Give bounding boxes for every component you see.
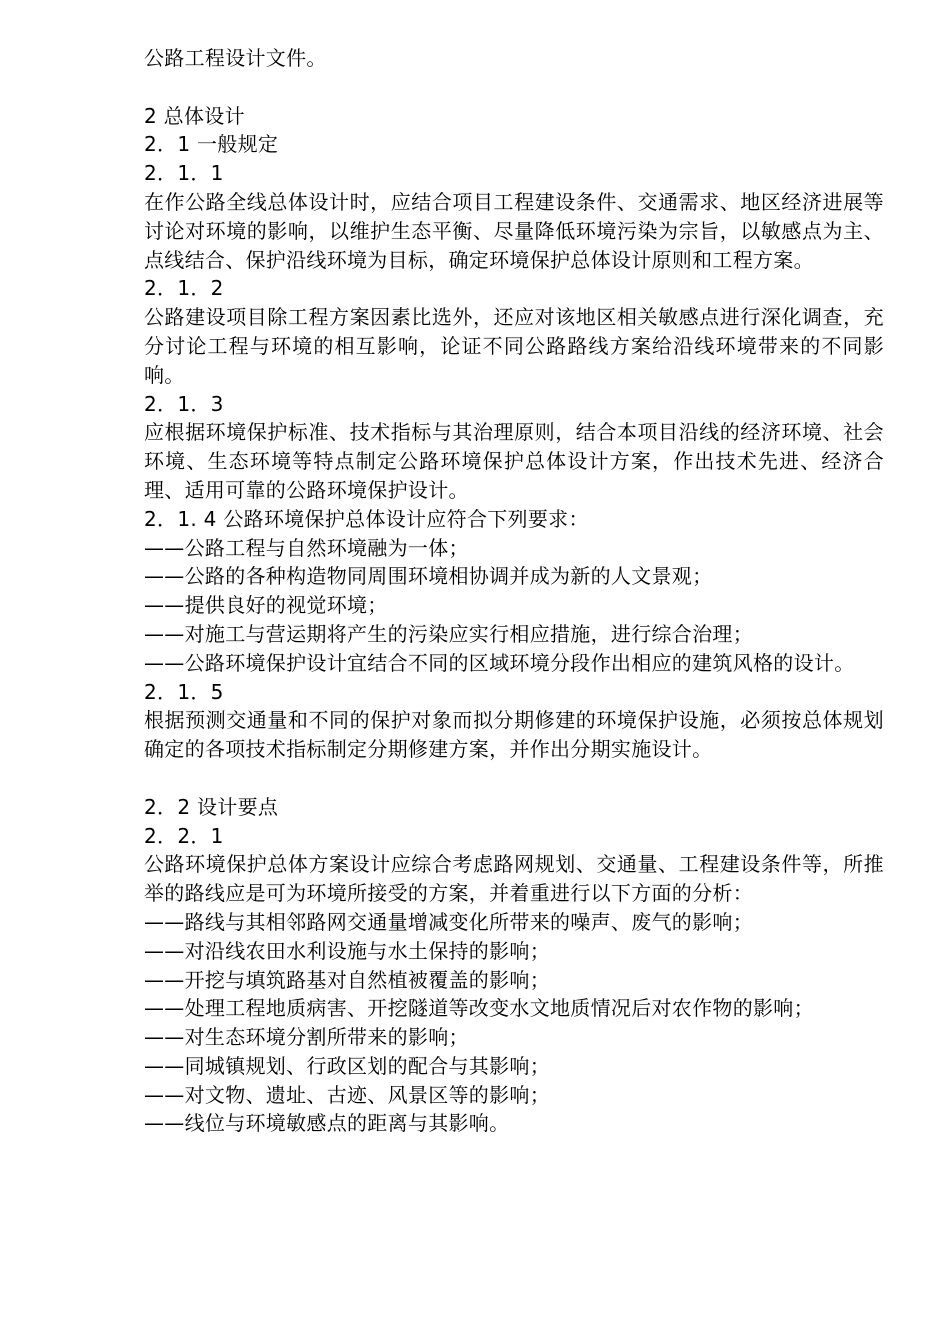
requirement-item: ——公路工程与自然环境融为一体； <box>144 535 469 560</box>
clause-2-1-5-text: 根据预测交通量和不同的保护对象而拟分期修建的环境保护设施，必须按总体规划确定的各项技术指标制定分期修建方案，并作出分期实施设计。 <box>144 708 884 762</box>
section-2-1-heading: 2．1 一般规定 <box>144 132 279 157</box>
requirement-item: ——提供良好的视觉环境； <box>144 593 388 618</box>
requirement-item: ——公路的各种构造物同周围环境相协调并成为新的人文景观； <box>144 564 713 589</box>
clause-2-1-5-number: 2．1．5 <box>144 679 224 704</box>
document-body <box>144 44 884 1138</box>
clause-2-1-2-text: 公路建设项目除工程方案因素比选外，还应对该地区相关敏感点进行深化调查，充分讨论工程与环境的相互影响，论证不同公路路线方案给沿线环境带来的不同影响。 <box>144 305 884 387</box>
clause-2-1-1-number: 2．1．1 <box>144 161 224 186</box>
analysis-item: ——对沿线农田水利设施与水土保持的影响； <box>144 938 550 963</box>
clause-2-1-1-text: 在作公路全线总体设计时，应结合项目工程建设条件、交通需求、地区经济进展等讨论对环境的影响，以维护生态平衡、尽量降低环境污染为宗旨，以敏感点为主、点线结合、保护沿线环境为目标，确定环境保护总体设计原则和工程方案。 <box>144 189 884 272</box>
blank-line <box>144 73 884 102</box>
analysis-item: ——对文物、遗址、古迹、风景区等的影响； <box>144 1082 550 1107</box>
blank-line <box>144 764 884 793</box>
clause-2-2-1-text: 公路环境保护总体方案设计应综合考虑路网规划、交通量、工程建设条件等，所推举的路线应是可为环境所接受的方案，并着重进行以下方面的分析： <box>144 852 884 906</box>
analysis-item: ——线位与环境敏感点的距离与其影响。 <box>144 1111 510 1136</box>
section-2-2-heading: 2．2 设计要点 <box>144 794 279 819</box>
intro-tail-text: 公路工程设计文件。 <box>144 46 327 70</box>
analysis-item: ——路线与其相邻路网交通量增减变化所带来的噪声、废气的影响； <box>144 909 753 934</box>
analysis-item: ——对生态环境分割所带来的影响； <box>144 1025 469 1050</box>
analysis-item: ——处理工程地质病害、开挖隧道等改变水文地质情况后对农作物的影响； <box>144 996 814 1021</box>
requirement-item: ——对施工与营运期将产生的污染应实行相应措施，进行综合治理； <box>144 621 753 646</box>
clause-2-2-1-number: 2．2．1 <box>144 823 224 848</box>
clause-2-1-4-heading: 2．1. 4 公路环境保护总体设计应符合下列要求： <box>144 506 589 531</box>
analysis-item: ——同城镇规划、行政区划的配合与其影响； <box>144 1053 550 1078</box>
clause-2-1-3-text: 应根据环境保护标准、技术指标与其治理原则，结合本项目沿线的经济环境、社会环境、生态环境等特点制定公路环境保护总体设计方案，作出技术先进、经济合理、适用可靠的公路环境保护设计。 <box>144 420 884 502</box>
analysis-item: ——开挖与填筑路基对自然植被覆盖的影响； <box>144 967 550 992</box>
requirement-item: ——公路环境保护设计宜结合不同的区域环境分段作出相应的建筑风格的设计。 <box>144 650 855 675</box>
clause-2-1-2-number: 2．1．2 <box>144 276 224 301</box>
clause-2-1-3-number: 2．1．3 <box>144 391 224 416</box>
section-2-heading: 2 总体设计 <box>144 103 245 128</box>
